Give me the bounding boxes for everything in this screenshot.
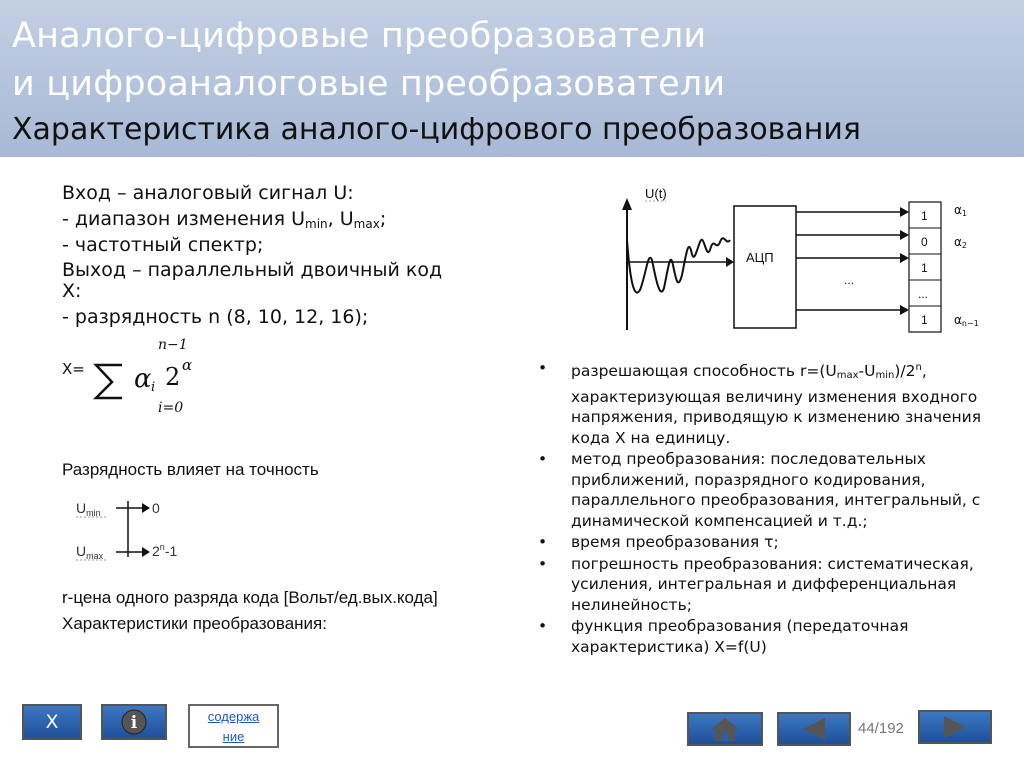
register-cell-5: 1 [921,313,928,327]
adc-block [734,206,796,328]
formula-lhs: X= [62,360,85,378]
next-slide-button[interactable] [918,710,992,744]
list-item: • погрешность преобразования: систематическая, усиления, интегральная и дифференциальная нелинейность; [538,554,988,616]
register-cell-3: 1 [921,261,928,275]
sigma-symbol [96,365,122,398]
exit-button[interactable]: X [22,704,82,740]
spectrum-line: - частотный спектр; [62,234,264,256]
formula-index: i [151,380,156,395]
home-icon [689,714,761,744]
info-icon [103,706,165,738]
svg-text:i: i [130,713,138,733]
home-button[interactable] [687,712,763,746]
register-cell-4: ... [918,287,929,301]
code-zero-label: 0 [152,500,160,516]
characteristics-heading: Характеристики преобразования: [62,614,327,633]
alpha-n-label: αn−1 [954,313,979,328]
r-price-note: r-цена одного разряда кода [Вольт/ед.вых.кода] [62,588,438,607]
alpha-1-label: α1 [954,203,968,218]
formula-upper-limit: n−1 [158,337,188,353]
info-button[interactable] [101,704,167,740]
previous-slide-button[interactable] [777,712,851,746]
input-line: Вход – аналоговый сигнал U: [62,182,354,204]
page-counter: 44/192 [858,720,904,737]
list-item: • функция преобразования (передаточная характеристика) X=f(U) [538,616,988,657]
register-cell-2: 0 [921,235,928,249]
slide-title-line-1: Аналого-цифровые преобразователи [12,16,707,56]
slide-header [0,0,1024,157]
slide-subtitle: Характеристика аналого-цифрового преобразования [12,112,861,147]
signal-axis-label: U(t) [645,186,667,201]
adc-label: АЦП [746,250,774,265]
code-max-label: 2$^n$-1 [152,542,178,559]
register-cell-1: 1 [921,209,928,223]
analog-signal-wave [627,238,730,292]
alpha-2-label: α2 [954,235,968,250]
list-item: • разрешающая способность $r=(U_{max}-U_{min})/2^n$, характеризующая величину изменения входного напряжения, приводящую к изменению значения кода Х на единицу. [538,358,988,448]
output-line-2: Х: [62,280,82,302]
list-item: • время преобразования τ; [538,532,988,553]
forward-arrow-icon [920,712,990,742]
output-dots: ... [844,273,855,287]
slide-title-line-2: и цифроаналоговые преобразователи [12,64,726,104]
formula-exponent: α [182,356,193,374]
accuracy-note: Разрядность влияет на точность [62,460,319,479]
range-line: - диапазон изменения $U_{min}$, $U_{max}$; [62,208,387,231]
bits-line: - разрядность n (8, 10, 12, 16); [62,306,369,328]
umin-label: $U_{min}$ [76,500,101,518]
output-line-1: Выход – параллельный двоичный код [62,259,443,281]
formula-alpha: α [134,364,152,394]
umax-label: $U_{max}$ [76,543,104,561]
list-item: • метод преобразования: последовательных приближений, поразрядного кодирования, параллельного преобразования, интегральный, с динамической компенсацией и т.д.; [538,449,988,531]
formula-lower-limit: i=0 [158,400,184,416]
contents-link[interactable]: содержа ние [188,704,279,748]
characteristics-list [538,358,988,658]
formula-two: 2 [165,363,181,391]
back-arrow-icon [779,714,849,744]
